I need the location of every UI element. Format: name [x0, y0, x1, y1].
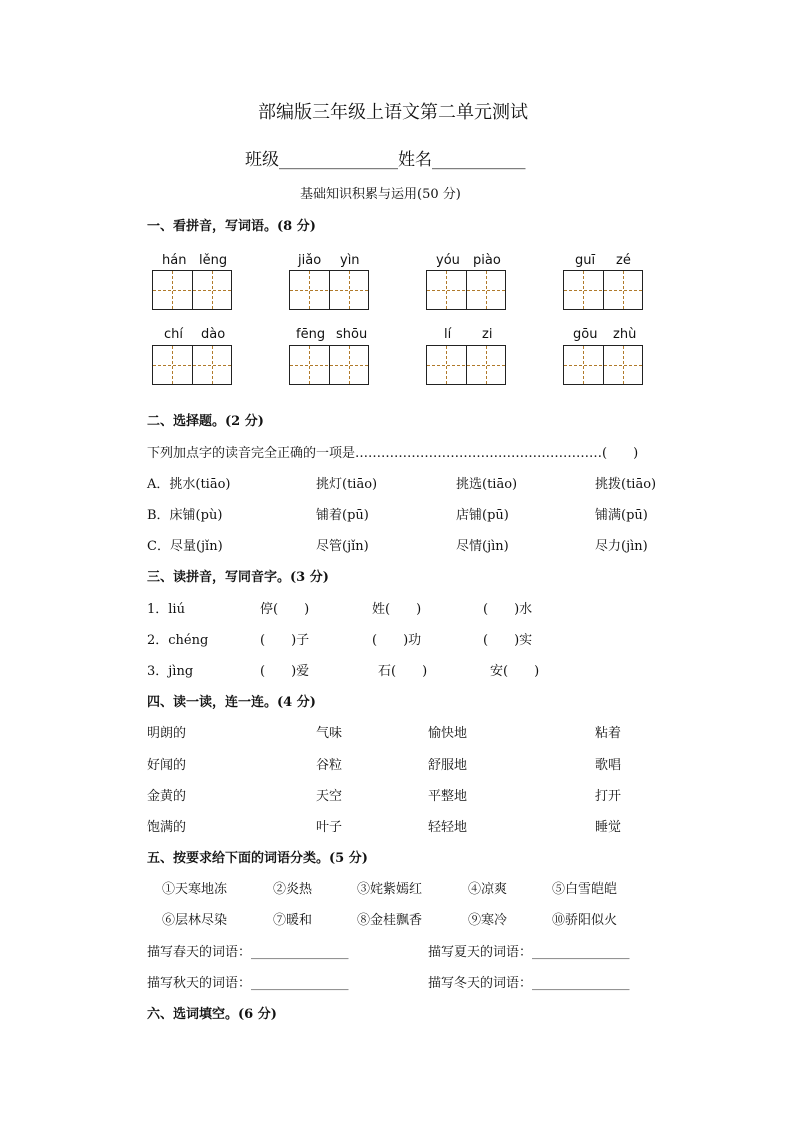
- match-word: 愉快地: [428, 726, 468, 741]
- option-b: B．床铺(pù): [147, 508, 223, 523]
- option-c-item: 尽力(jìn): [595, 539, 648, 554]
- match-word: 歌唱: [595, 758, 622, 773]
- category-winter: 描写冬天的词语：_______________: [428, 976, 630, 991]
- section2-heading: 二、选择题。(2 分): [147, 414, 264, 429]
- match-word: 饱满的: [147, 820, 187, 835]
- homophone-pinyin: 2．chéng: [147, 633, 209, 648]
- category-autumn: 描写秋天的词语：_______________: [147, 976, 349, 991]
- option-a-item: 挑灯(tiāo): [316, 477, 378, 492]
- pinyin: yóu: [436, 253, 460, 268]
- section5-heading: 五、按要求给下面的词语分类。(5 分): [147, 851, 368, 866]
- section3-heading: 三、读拼音，写同音字。(3 分): [147, 570, 329, 585]
- match-word: 金黄的: [147, 789, 187, 804]
- match-word: 舒服地: [428, 758, 468, 773]
- homophone-blank: ( )实: [483, 633, 533, 648]
- season-word: ④凉爽: [468, 882, 508, 897]
- writing-grid[interactable]: [563, 270, 643, 310]
- homophone-blank: ( )爱: [260, 664, 310, 679]
- pinyin: hán: [162, 253, 187, 268]
- match-word: 轻轻地: [428, 820, 468, 835]
- option-c: C．尽量(jǐn): [147, 539, 223, 554]
- writing-grid[interactable]: [426, 345, 506, 385]
- homophone-blank: 安( ): [490, 664, 540, 679]
- season-word: ②炎热: [273, 882, 313, 897]
- pinyin: chí: [164, 327, 183, 342]
- option-b-item: 店铺(pū): [456, 508, 509, 523]
- match-word: 打开: [595, 789, 622, 804]
- homophone-blank: 停( ): [260, 602, 310, 617]
- pinyin: gōu: [573, 327, 598, 342]
- homophone-pinyin: 3．jìng: [147, 664, 194, 679]
- season-word: ⑩骄阳似火: [552, 913, 618, 928]
- match-word: 粘着: [595, 726, 622, 741]
- pinyin: shōu: [336, 327, 368, 342]
- writing-grid[interactable]: [152, 345, 232, 385]
- pinyin: zé: [616, 253, 631, 268]
- match-word: 气味: [316, 726, 343, 741]
- writing-grid[interactable]: [152, 270, 232, 310]
- writing-grid[interactable]: [289, 270, 369, 310]
- option-a-item: 挑选(tiāo): [456, 477, 518, 492]
- season-word: ⑦暖和: [273, 913, 313, 928]
- season-word: ⑥层林尽染: [162, 913, 228, 928]
- homophone-blank: ( )功: [372, 633, 422, 648]
- section4-heading: 四、读一读，连一连。(4 分): [147, 695, 316, 710]
- pinyin: zi: [482, 327, 493, 342]
- season-word: ①天寒地冻: [162, 882, 228, 897]
- writing-grid[interactable]: [563, 345, 643, 385]
- section6-heading: 六、选词填空。(6 分): [147, 1007, 277, 1022]
- pinyin: lěng: [199, 253, 228, 268]
- question-text: 下列加点字的读音完全正确的一项是…………………………………………………( ): [147, 446, 639, 461]
- option-a-item: 挑拨(tiāo): [595, 477, 657, 492]
- season-word: ⑨寒冷: [468, 913, 508, 928]
- section1-heading: 一、看拼音，写词语。(8 分): [147, 219, 316, 234]
- page-title: 部编版三年级上语文第二单元测试: [258, 102, 528, 123]
- pinyin: zhù: [613, 327, 637, 342]
- pinyin: yìn: [340, 253, 360, 268]
- match-word: 天空: [316, 789, 343, 804]
- match-word: 睡觉: [595, 820, 622, 835]
- subtitle: 基础知识积累与运用(50 分): [300, 187, 461, 202]
- match-word: 平整地: [428, 789, 468, 804]
- pinyin: jiǎo: [298, 253, 322, 268]
- season-word: ⑧金桂飘香: [357, 913, 423, 928]
- category-summer: 描写夏天的词语：_______________: [428, 945, 630, 960]
- class-name-line: 班级______________姓名___________: [245, 150, 526, 170]
- homophone-blank: 姓( ): [372, 602, 422, 617]
- writing-grid[interactable]: [289, 345, 369, 385]
- option-a: A．挑水(tiāo): [147, 477, 231, 492]
- match-word: 明朗的: [147, 726, 187, 741]
- season-word: ⑤白雪皑皑: [552, 882, 618, 897]
- pinyin: fēng: [296, 327, 326, 342]
- pinyin: dào: [201, 327, 226, 342]
- match-word: 叶子: [316, 820, 343, 835]
- option-c-item: 尽情(jìn): [456, 539, 509, 554]
- season-word: ③姹紫嫣红: [357, 882, 423, 897]
- pinyin: piào: [473, 253, 501, 268]
- pinyin: guī: [575, 253, 596, 268]
- homophone-blank: ( )水: [483, 602, 533, 617]
- homophone-blank: ( )子: [260, 633, 310, 648]
- match-word: 好闻的: [147, 758, 187, 773]
- match-word: 谷粒: [316, 758, 343, 773]
- writing-grid[interactable]: [426, 270, 506, 310]
- homophone-pinyin: 1．liú: [147, 602, 185, 617]
- option-c-item: 尽管(jǐn): [316, 539, 369, 554]
- pinyin: lí: [444, 327, 452, 342]
- option-b-item: 铺着(pū): [316, 508, 369, 523]
- homophone-blank: 石( ): [378, 664, 428, 679]
- option-b-item: 铺满(pū): [595, 508, 648, 523]
- category-spring: 描写春天的词语：_______________: [147, 945, 349, 960]
